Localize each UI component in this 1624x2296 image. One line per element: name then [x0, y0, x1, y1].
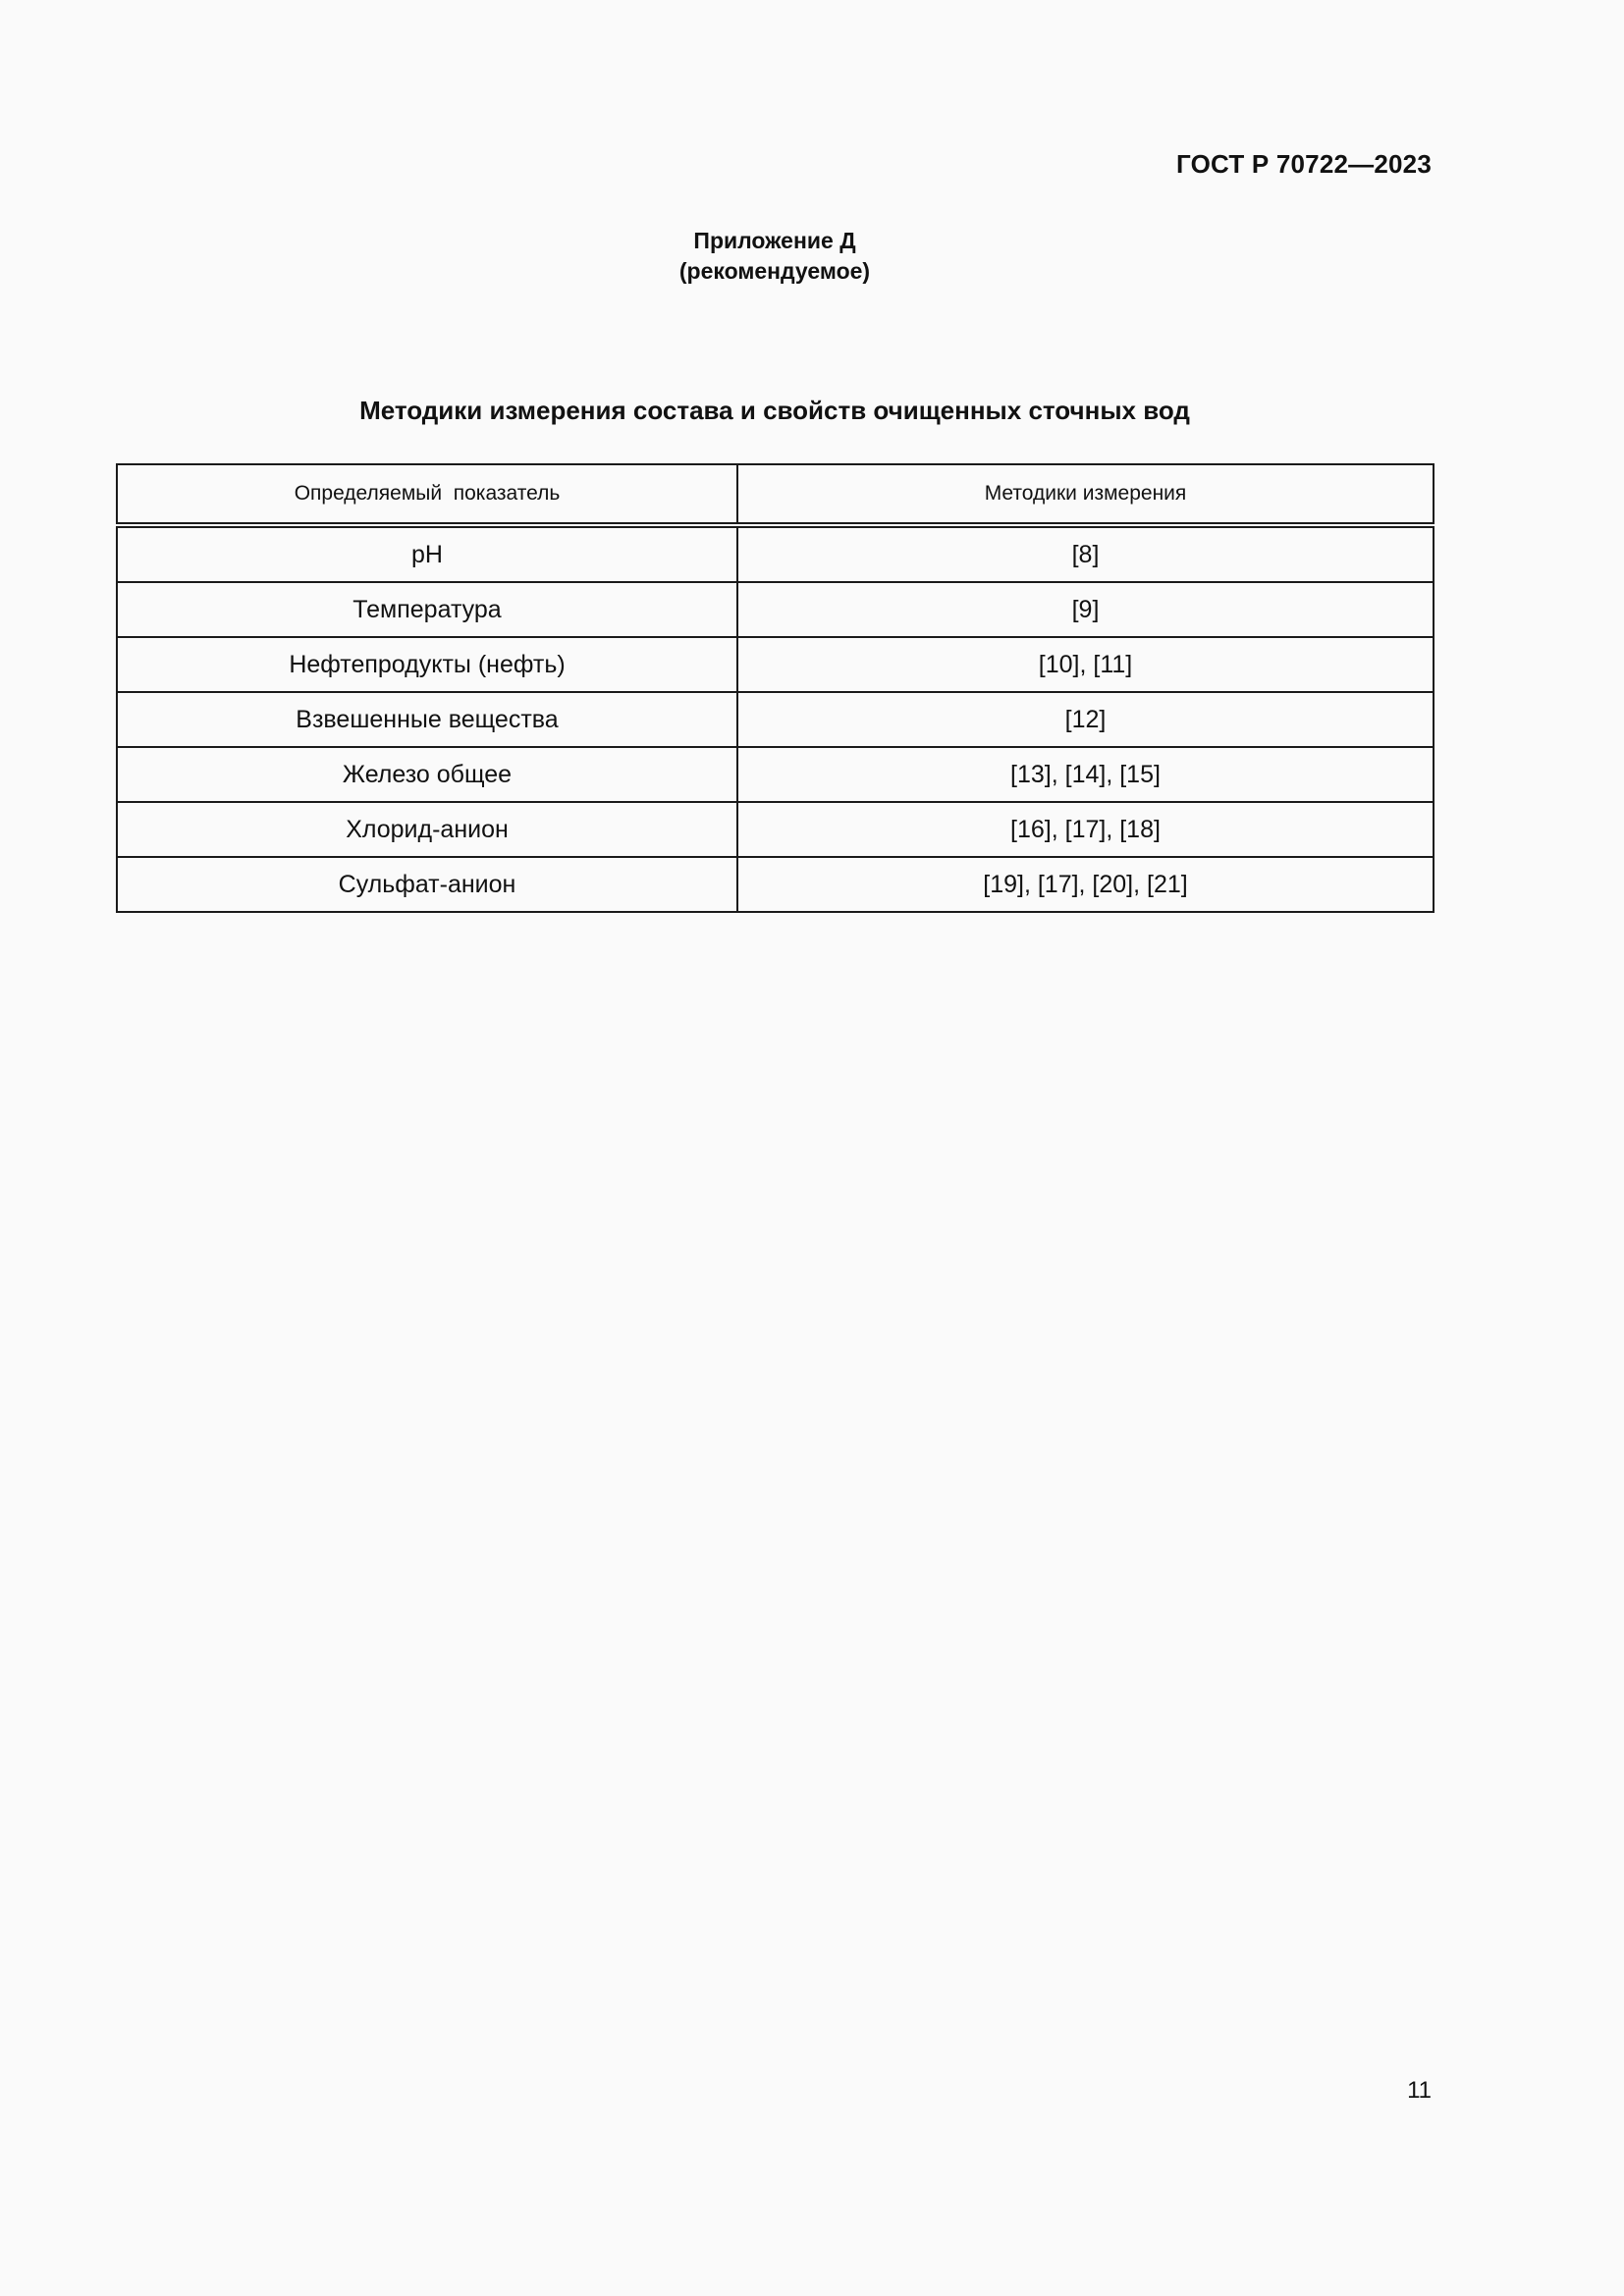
methods-cell: [19], [17], [20], [21]: [737, 857, 1434, 912]
column-header-indicator: Определяемый показатель: [117, 464, 737, 525]
methods-cell: [12]: [737, 692, 1434, 747]
table-title: Методики измерения состава и свойств очищенных сточных вод: [359, 396, 1190, 425]
methods-table: [116, 463, 1435, 913]
table-row: [117, 747, 1434, 802]
table-row: [117, 692, 1434, 747]
page-number: 11: [1407, 2077, 1432, 2104]
table-row: [117, 525, 1434, 582]
appendix-status: (рекомендуемое): [678, 258, 871, 284]
indicator-cell: Взвешенные вещества: [117, 692, 737, 747]
methods-cell: [8]: [737, 525, 1434, 582]
table-row: [117, 802, 1434, 857]
indicator-cell: pH: [117, 525, 737, 582]
indicator-cell: Железо общее: [117, 747, 737, 802]
methods-cell: [16], [17], [18]: [737, 802, 1434, 857]
table-row: [117, 857, 1434, 912]
column-header-methods: Методики измерения: [737, 464, 1434, 525]
indicator-cell: Нефтепродукты (нефть): [117, 637, 737, 692]
indicator-cell: Сульфат-анион: [117, 857, 737, 912]
appendix-heading: [0, 226, 1549, 287]
table-row: [117, 582, 1434, 637]
indicator-cell: Температура: [117, 582, 737, 637]
methods-cell: [10], [11]: [737, 637, 1434, 692]
indicator-cell: Хлорид-анион: [117, 802, 737, 857]
standard-code: ГОСТ Р 70722—2023: [1176, 149, 1432, 179]
table-row: [117, 637, 1434, 692]
table-header-row: [117, 464, 1434, 525]
appendix-title: Приложение Д: [693, 228, 856, 253]
methods-cell: [9]: [737, 582, 1434, 637]
methods-cell: [13], [14], [15]: [737, 747, 1434, 802]
